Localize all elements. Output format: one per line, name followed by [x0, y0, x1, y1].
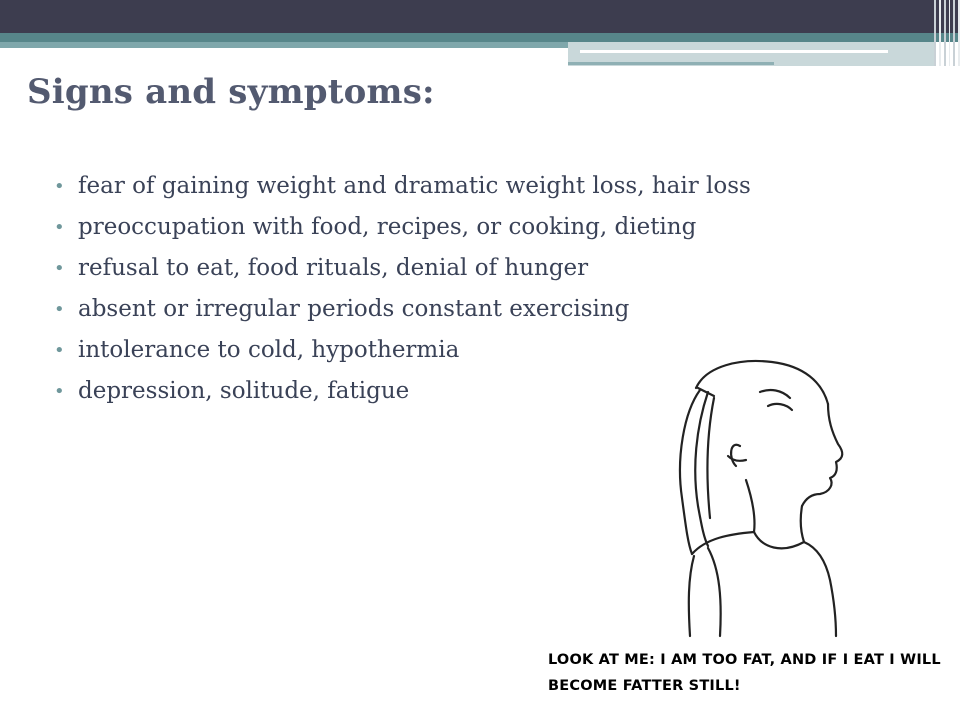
- bullet-dot: •: [54, 299, 65, 320]
- header-divider: [580, 50, 888, 53]
- header-bar: [0, 0, 960, 33]
- header-accent-bar: [0, 33, 960, 42]
- header-band: [0, 42, 568, 48]
- bullet-dot: •: [54, 176, 65, 197]
- bullet-text: refusal to eat, food rituals, denial of hunger: [78, 255, 589, 281]
- caption-line-2: BECOME FATTER STILL!: [548, 678, 741, 694]
- bullet-text: fear of gaining weight and dramatic weight loss, hair loss: [78, 173, 751, 199]
- illustration-caption: [548, 647, 941, 699]
- bullet-item: [54, 289, 751, 330]
- corner-stripes: [934, 0, 960, 66]
- bullet-text: preoccupation with food, recipes, or cooking, dieting: [78, 214, 697, 240]
- header-underline: [568, 62, 774, 65]
- bullet-text: intolerance to cold, hypothermia: [78, 337, 460, 363]
- bullet-dot: •: [54, 258, 65, 279]
- bullet-item: [54, 207, 751, 248]
- bullet-item: [54, 248, 751, 289]
- bullet-text: depression, solitude, fatigue: [78, 378, 410, 404]
- slide-title: Signs and symptoms:: [27, 72, 435, 112]
- bullet-text: absent or irregular periods constant exercising: [78, 296, 630, 322]
- caption-line-1: LOOK AT ME: I AM TOO FAT, AND IF I EAT I WILL: [548, 652, 941, 668]
- bullet-dot: •: [54, 217, 65, 238]
- bullet-item: [54, 166, 751, 207]
- bullet-dot: •: [54, 340, 65, 361]
- girl-profile-illustration: [622, 348, 952, 638]
- bullet-dot: •: [54, 381, 65, 402]
